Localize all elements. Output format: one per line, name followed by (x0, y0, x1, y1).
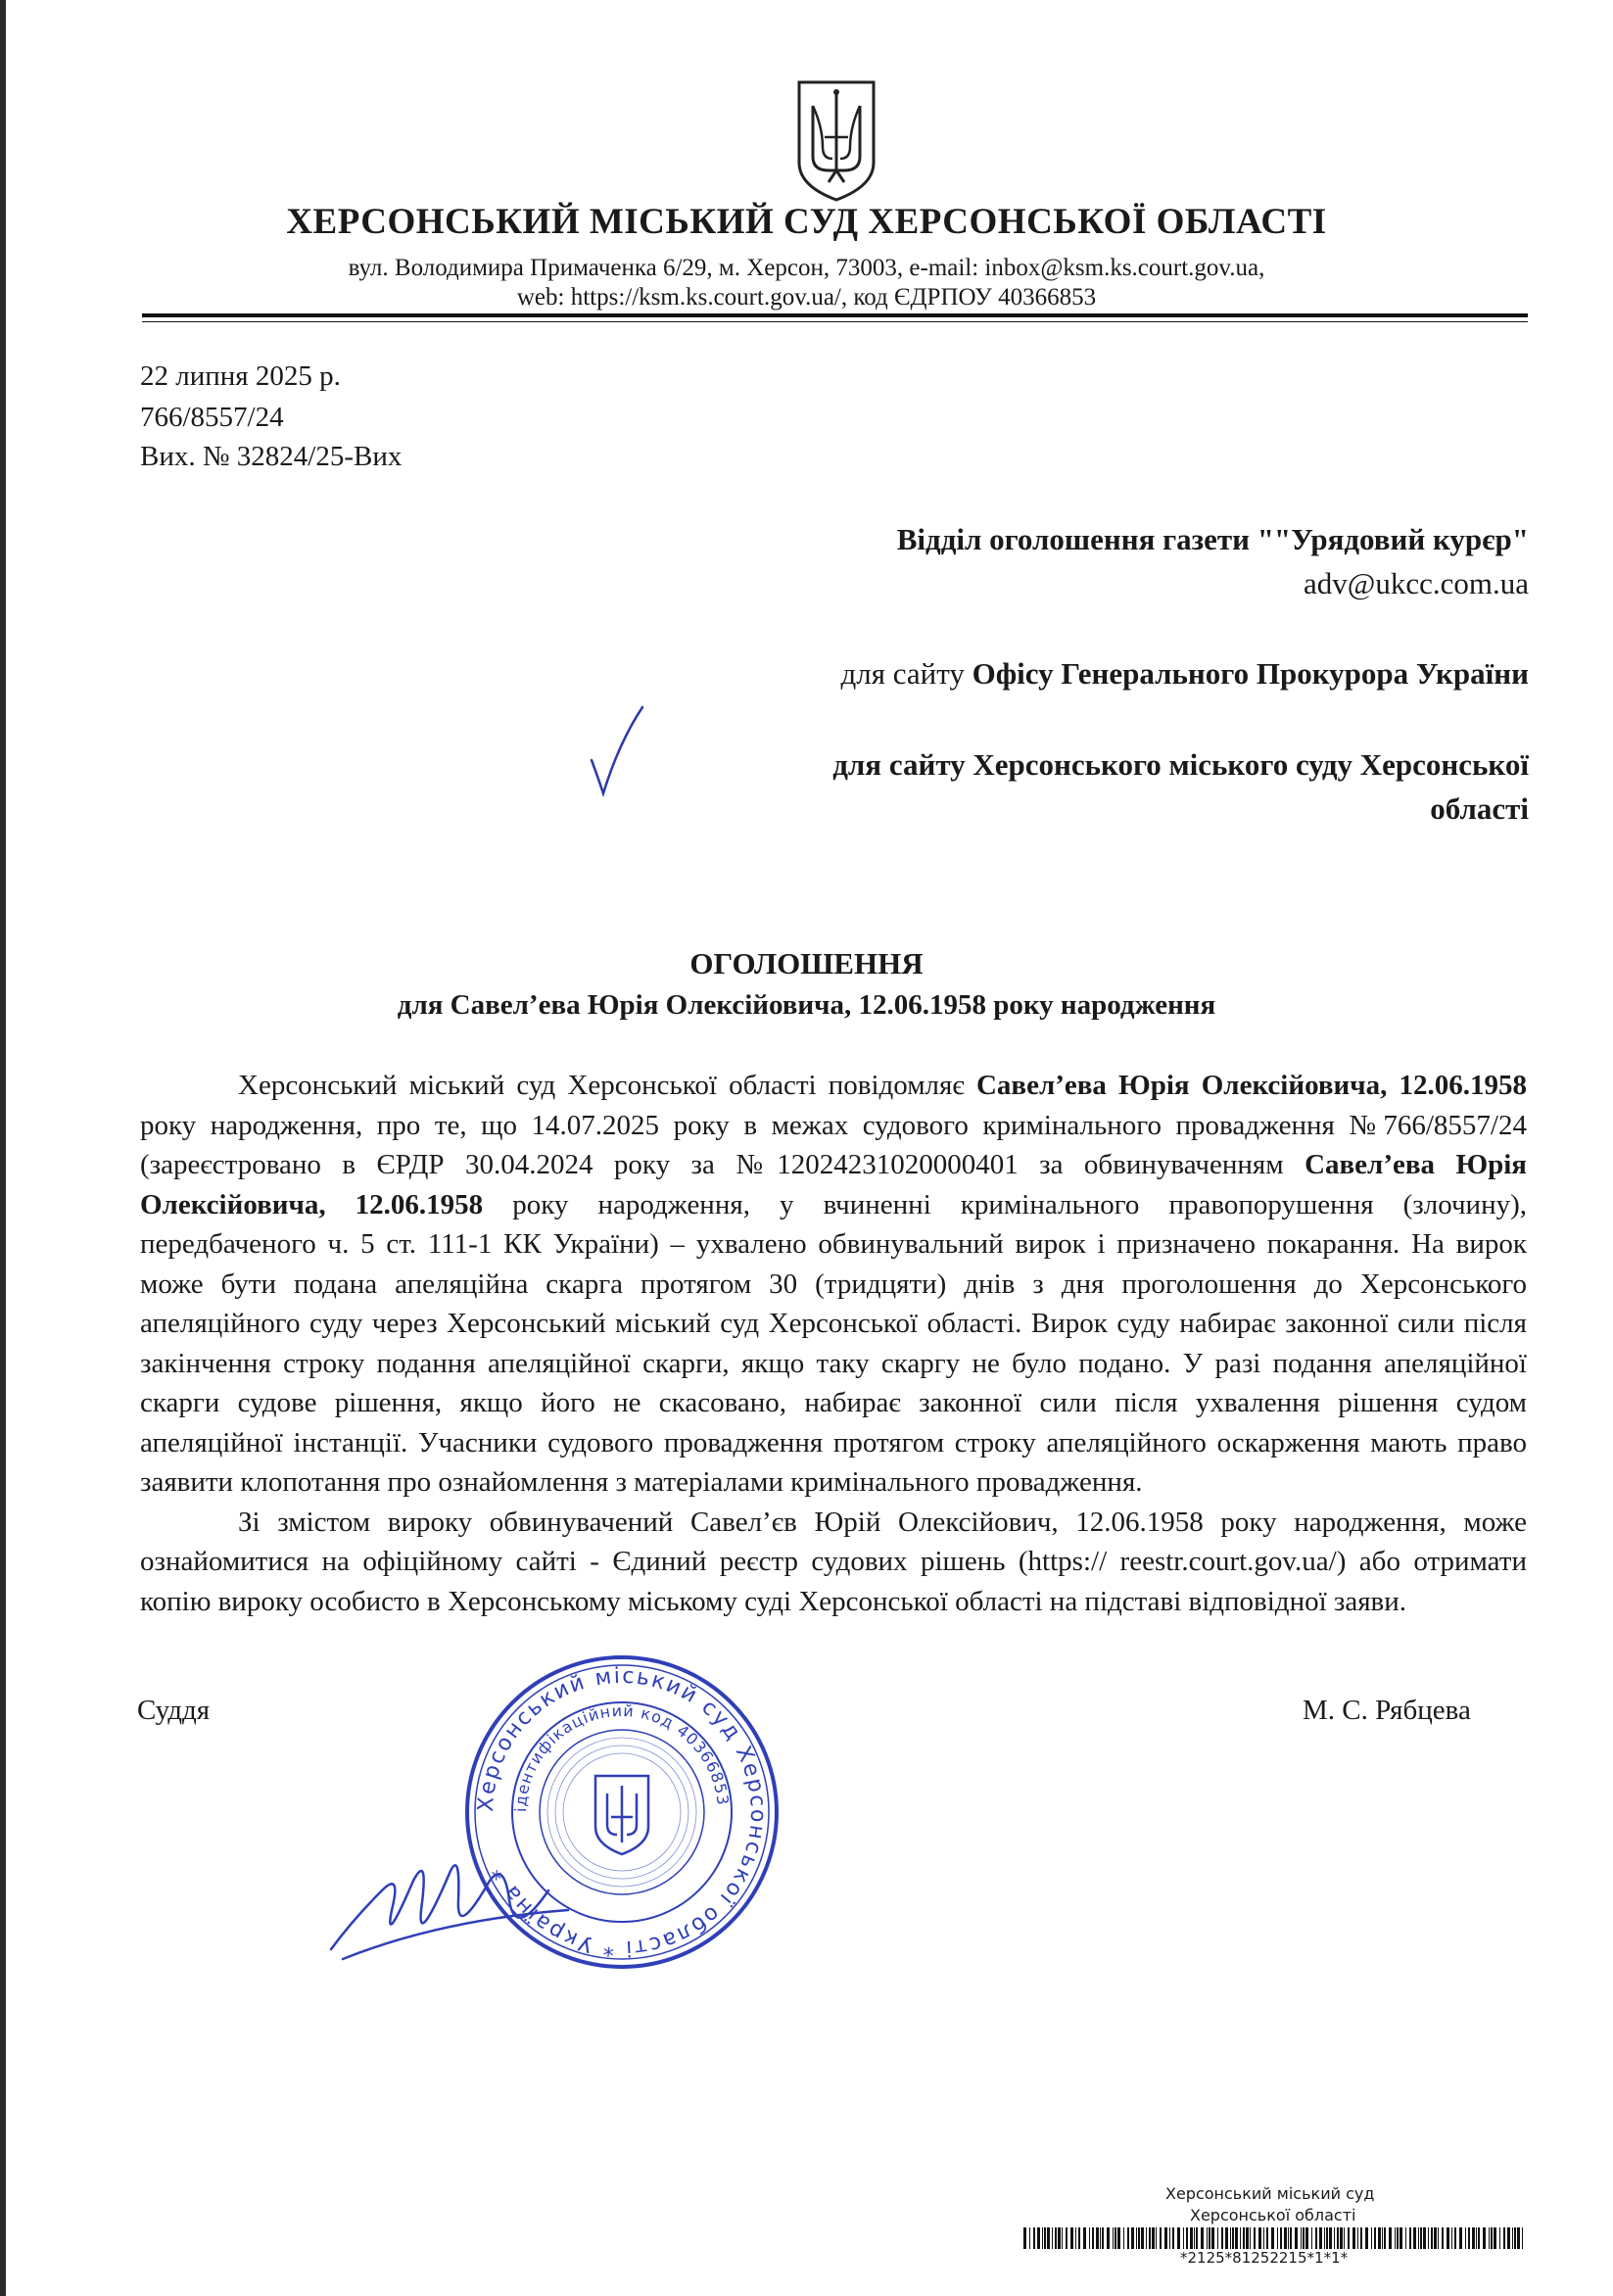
barcode-bar (1326, 2227, 1328, 2249)
barcode-bar (1123, 2227, 1124, 2249)
stamp-outer-text: Херсонський міський суд Херсонської області * Україна * (473, 1663, 771, 1961)
barcode-bar (1512, 2227, 1513, 2249)
barcode-bar (1042, 2227, 1043, 2249)
barcode-bar (1160, 2227, 1162, 2249)
barcode-bar (1522, 2227, 1523, 2249)
barcode-bar (1172, 2227, 1174, 2249)
barcode-bar (1100, 2227, 1101, 2249)
barcode-bar (1078, 2227, 1080, 2249)
announcement-title: ОГОЛОШЕННЯ (689, 946, 924, 981)
barcode-bar (1146, 2227, 1147, 2249)
barcode-bar (1284, 2227, 1287, 2249)
barcode-bar (1329, 2227, 1332, 2249)
barcode-bar (1254, 2227, 1256, 2249)
barcode-bar (1507, 2227, 1510, 2249)
barcode-bar (1337, 2227, 1339, 2249)
barcode-bar (1468, 2227, 1470, 2249)
recipient-prefix: для сайту (840, 656, 973, 691)
barcode-bar (1096, 2227, 1099, 2249)
barcode-bar (1397, 2227, 1399, 2249)
barcode-bar (1211, 2227, 1214, 2249)
barcode-bar (1152, 2227, 1155, 2249)
barcode-bar (1434, 2227, 1437, 2249)
barcode-bar (1472, 2227, 1475, 2249)
barcode-bar (1190, 2227, 1193, 2249)
recipient-email: adv@ukcc.com.ua (1304, 566, 1529, 600)
barcode-bar (1047, 2227, 1050, 2249)
barcode-bar (1177, 2227, 1180, 2249)
barcode-bar (1156, 2227, 1157, 2249)
barcode-bar (1280, 2227, 1282, 2249)
barcode-bar (1494, 2227, 1496, 2249)
barcode-bar (1029, 2227, 1030, 2249)
barcode-bar (1232, 2227, 1234, 2249)
barcode-bar (1288, 2227, 1289, 2249)
barcode-bar (1324, 2227, 1325, 2249)
recipient-prosecutor-name: Офісу Генерального Прокурора України (972, 656, 1529, 691)
barcode-bar (1266, 2227, 1268, 2249)
barcode-bar (1240, 2227, 1241, 2249)
barcode-bar (1102, 2227, 1104, 2249)
judge-label: Суддя (137, 1695, 211, 1726)
barcode-bar (1423, 2227, 1426, 2249)
coat-of-arms-icon (793, 76, 879, 204)
p1-defendant-name: Савел’ева Юрія Олексійовича, 12.06.1958 (975, 1070, 1527, 1101)
barcode-bar (1503, 2227, 1505, 2249)
barcode-bar (1089, 2227, 1090, 2249)
p1-text-b: року народження, про те, що 14.07.2025 року в межах судового кримінального провадження №766/8557/24 (зареєстровано в ЄРДР 30.04.2024 року за №12024231020000401 за обвинуваченням (140, 1109, 1527, 1180)
barcode-bar (1136, 2227, 1137, 2249)
barcode-bar (1389, 2227, 1392, 2249)
barcode-bar (1344, 2227, 1345, 2249)
barcode-bar (1070, 2227, 1073, 2249)
barcode-bar (1023, 2227, 1026, 2249)
barcode-bar (1115, 2227, 1116, 2249)
barcode-bar (1149, 2227, 1151, 2249)
barcode-bar (1183, 2227, 1184, 2249)
barcode-bar (1131, 2227, 1134, 2249)
outgoing-number: Вих. № 32824/25-Вих (140, 441, 403, 472)
judge-signature (323, 1802, 588, 1979)
barcode-bar (1489, 2227, 1490, 2249)
barcode-bar (1395, 2227, 1396, 2249)
barcode-bar (1315, 2227, 1317, 2249)
barcode-bar (1382, 2227, 1383, 2249)
paragraph-1 (140, 1066, 1527, 1503)
barcode-bar (1044, 2227, 1046, 2249)
barcode-bar (1263, 2227, 1264, 2249)
recipient-court-site-cont: області (1430, 791, 1529, 826)
barcode-bar (1127, 2227, 1129, 2249)
barcode-bar (1405, 2227, 1406, 2249)
recipient-prosecutor (840, 656, 1529, 692)
barcode-bar (1491, 2227, 1493, 2249)
barcode-bar (1058, 2227, 1061, 2249)
header-rule-thin (142, 321, 1528, 322)
barcode-bar (1420, 2227, 1422, 2249)
barcode-bar (1301, 2227, 1302, 2249)
barcode-bar (1225, 2227, 1228, 2249)
barcode-bar (1465, 2227, 1466, 2249)
barcode-bar (1066, 2227, 1067, 2249)
barcode-bar (1340, 2227, 1343, 2249)
barcode-bar (1277, 2227, 1278, 2249)
barcode-bar (1117, 2227, 1120, 2249)
barcode-bar (1186, 2227, 1188, 2249)
judge-name: М. С. Рябцева (1303, 1695, 1471, 1726)
barcode-bar (1141, 2227, 1144, 2249)
barcode-bar (1207, 2227, 1208, 2249)
case-number: 766/8557/24 (140, 402, 284, 433)
barcode-bar (1230, 2227, 1231, 2249)
court-address: вул. Володимира Примаченка 6/29, м. Херсон, 73003, e-mail: inbox@ksm.ks.court.gov.ua, (348, 255, 1265, 281)
document-date: 22 липня 2025 р. (140, 360, 341, 392)
barcode-bar (1365, 2227, 1368, 2249)
header-rule (142, 313, 1528, 317)
barcode-bar (1352, 2227, 1355, 2249)
recipient-newspaper: Відділ оголошення газети ""Урядовий курєр" (896, 522, 1529, 556)
barcode-bar (1499, 2227, 1500, 2249)
barcode-bar (1319, 2227, 1322, 2249)
barcode-bar (1459, 2227, 1462, 2249)
barcode-bar (1348, 2227, 1350, 2249)
barcode-bar (1075, 2227, 1076, 2249)
barcode-court-label: Херсонський міський суд (1165, 2184, 1375, 2203)
announcement-body (140, 1066, 1527, 1621)
announcement-subtitle: для Савел’ева Юрія Олексійовича, 12.06.1958 року народження (397, 989, 1216, 1021)
barcode-number: *2125*81252215*1*1* (1180, 2249, 1349, 2267)
barcode-bar (1062, 2227, 1063, 2249)
court-name: ХЕРСОНСЬКИЙ МІСЬКИЙ СУД ХЕРСОНСЬКОЇ ОБЛАСТІ (286, 202, 1327, 242)
barcode-bar (1037, 2227, 1040, 2249)
barcode-bar (1217, 2227, 1218, 2249)
barcode-bar (1295, 2227, 1298, 2249)
barcode-bar (1033, 2227, 1035, 2249)
barcode-bar (1092, 2227, 1094, 2249)
barcode-bar (1271, 2227, 1274, 2249)
paragraph-2: Зі змістом вироку обвинувачений Савел’єв Юрій Олексійович, 12.06.1958 року народження, може ознайомитися на офіційному сайті - Єдиний реєстр судових рішень (https:// reestr.court.gov.ua/) або отримати копію вироку особисто в Херсонському міському суді Херсонської області на підставі відповідної заяви. (140, 1506, 1527, 1617)
barcode-bar (1196, 2227, 1198, 2249)
barcode-bar (1107, 2227, 1110, 2249)
barcode-bar (1221, 2227, 1223, 2249)
checkmark-icon (588, 703, 646, 801)
barcode-bar (1164, 2227, 1167, 2249)
barcode-bar (1476, 2227, 1477, 2249)
recipient-court-site: для сайту Херсонського міського суду Херсонської (832, 747, 1529, 782)
barcode-bar (1514, 2227, 1516, 2249)
barcode-bar (1483, 2227, 1486, 2249)
barcode-bar (1400, 2227, 1402, 2249)
barcode-bar (1384, 2227, 1386, 2249)
barcode-bar (1517, 2227, 1520, 2249)
barcode-region-label: Херсонської області (1190, 2206, 1356, 2224)
barcode-bar (1334, 2227, 1335, 2249)
barcode-bar (1055, 2227, 1057, 2249)
barcode-bar (1209, 2227, 1210, 2249)
scan-edge (0, 0, 6, 2296)
barcode-bar (1413, 2227, 1416, 2249)
barcode-bar (1360, 2227, 1362, 2249)
barcode-bar (1357, 2227, 1358, 2249)
barcode-bar (1305, 2227, 1308, 2249)
barcode-bar (1250, 2227, 1251, 2249)
stamp-code-text: ідентифікаційний код 40366853 (510, 1700, 733, 1813)
barcode-bar (1428, 2227, 1429, 2249)
p1-text-c: року народження, у вчиненні кримінального правопорушення (злочину), передбаченого ч. 5 ст. 111-1 КК України) – ухвалено обвинувальний вирок і призначено покарання. На вирок може бути подана апеляційна скарга протягом 30 (тридцяти) днів з дня проголошення до Херсонського апеляційного суду через Херсонський міський суд Херсонської області. Вирок суду набирає законної сили після закінчення строку подання апеляційної скарги, якщо таку скаргу не було подано. У разі подання апеляційної скарги судове рішення, якщо його не скасовано, набирає законної сили після ухвалення рішення судом апеляційної інстанції. Учасники судового провадження протягом строку апеляційного оскарження мають право заявити клопотання про ознайомлення з матеріалами кримінального провадження. (140, 1188, 1527, 1498)
barcode-bar (1303, 2227, 1305, 2249)
barcode-bar (1478, 2227, 1480, 2249)
barcode-bar (1201, 2227, 1204, 2249)
barcode-bar (1235, 2227, 1238, 2249)
barcode-bar (1052, 2227, 1053, 2249)
p1-text-a: Херсонський міський суд Херсонської області повідомляє (238, 1070, 976, 1101)
barcode-bar (1418, 2227, 1419, 2249)
court-web-code: web: https://ksm.ks.court.gov.ua/, код ЄДРПОУ 40366853 (516, 284, 1097, 311)
barcode-bar (1169, 2227, 1170, 2249)
barcode-bar (1311, 2227, 1312, 2249)
barcode-bar (1083, 2227, 1086, 2249)
barcode-bar (1243, 2227, 1245, 2249)
barcode-bar (1194, 2227, 1195, 2249)
barcode-bar (1258, 2227, 1261, 2249)
barcode-bar (1138, 2227, 1140, 2249)
barcode-bar (1378, 2227, 1381, 2249)
barcode-bar (1438, 2227, 1439, 2249)
barcode-bar (1442, 2227, 1444, 2249)
barcode-bar (1431, 2227, 1433, 2249)
p1-defendant-name-2: Савел’ева Юрія Олексійовича, 12.06.1958 (140, 1149, 1527, 1220)
barcode-bar (1113, 2227, 1114, 2249)
barcode (1023, 2227, 1528, 2249)
barcode-bar (1451, 2227, 1452, 2249)
barcode-bar (1374, 2227, 1376, 2249)
barcode-bar (1409, 2227, 1411, 2249)
barcode-bar (1371, 2227, 1372, 2249)
barcode-bar (1290, 2227, 1292, 2249)
barcode-bar (1246, 2227, 1249, 2249)
barcode-bar (1454, 2227, 1456, 2249)
barcode-bar (1447, 2227, 1449, 2249)
